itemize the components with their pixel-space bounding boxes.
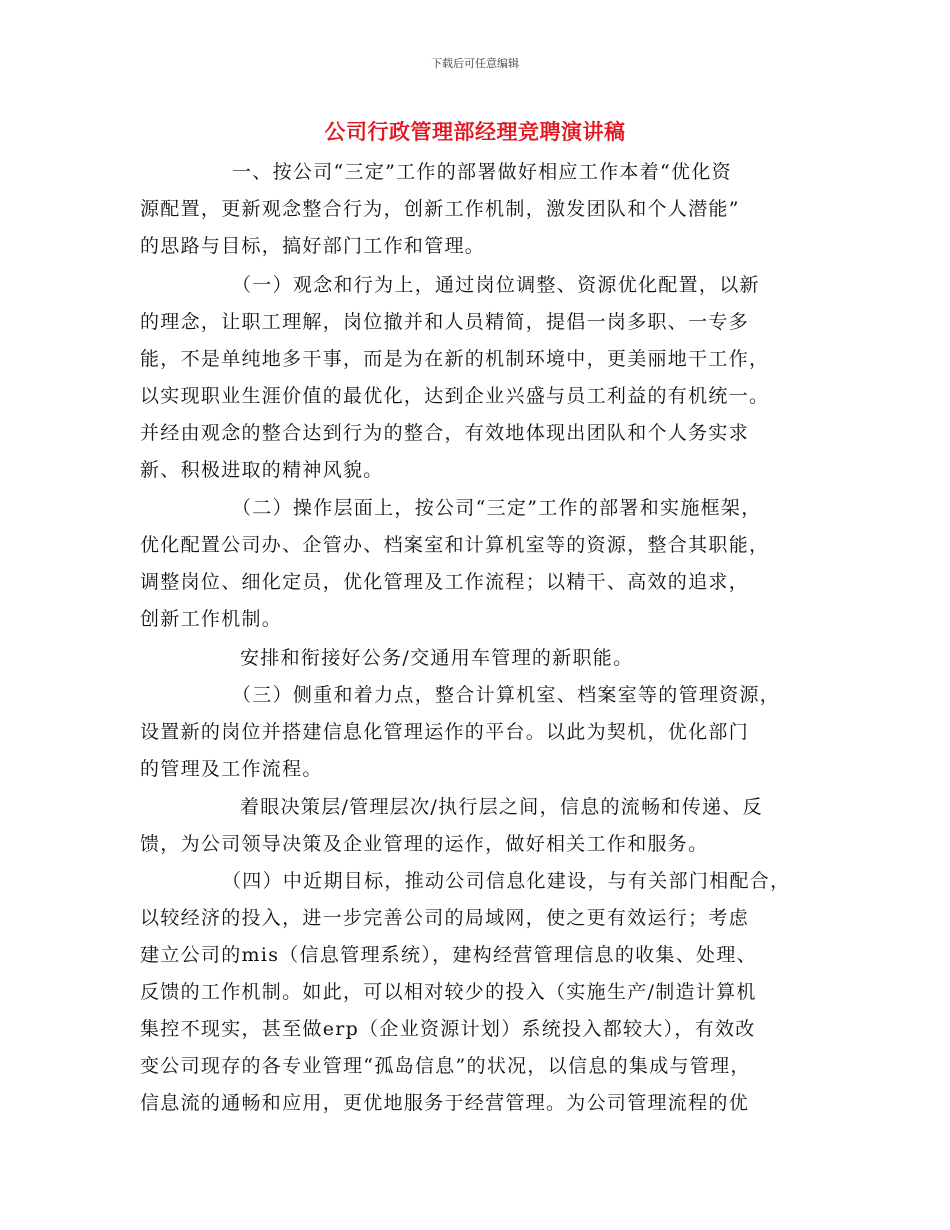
body-line: 集控不现实，甚至做erp（企业资源计划）系统投入都较大），有效改: [140, 1018, 756, 1040]
body-line: 新、积极进取的精神风貌。: [140, 459, 384, 481]
body-line: （三）侧重和着力点，整合计算机室、档案室等的管理资源，: [232, 684, 781, 706]
body-line: 设置新的岗位并搭建信息化管理运作的平台。以此为契机，优化部门: [140, 721, 750, 743]
body-line: 安排和衔接好公务/交通用车管理的新职能。: [240, 647, 634, 669]
body-line: 能，不是单纯地多干事，而是为在新的机制环境中，更美丽地干工作，: [140, 348, 770, 370]
body-line: 变公司现存的各专业管理“孤岛信息”的状况，以信息的集成与管理，: [140, 1055, 751, 1077]
document-title: 公司行政管理部经理竞聘演讲稿: [324, 120, 626, 144]
body-line: 一、按公司“三定”工作的部署做好相应工作本着“优化资: [232, 161, 732, 183]
body-line: 优化配置公司办、企管办、档案室和计算机室等的资源，整合其职能，: [140, 534, 770, 556]
body-line: （一）观念和行为上，通过岗位调整、资源优化配置，以新: [232, 274, 760, 296]
body-line: 着眼决策层/管理层次/执行层之间，信息的流畅和传递、反: [240, 796, 763, 818]
body-line: 馈，为公司领导决策及企业管理的运作，做好相关工作和服务。: [140, 833, 709, 855]
body-line: 的管理及工作流程。: [140, 758, 323, 780]
body-line: （二）操作层面上，按公司“三定”工作的部署和实施框架，: [232, 497, 762, 519]
body-line: 的思路与目标，搞好部门工作和管理。: [140, 235, 486, 257]
body-line: 并经由观念的整合达到行为的整合，有效地体现出团队和个人务实求: [140, 422, 750, 444]
body-line: （四）中近期目标，推动公司信息化建设，与有关部门相配合，: [222, 870, 791, 892]
page-header: 下载后可任意编辑: [431, 57, 519, 70]
body-line: 信息流的通畅和应用，更优地服务于经营管理。为公司管理流程的优: [140, 1092, 750, 1114]
body-line: 建立公司的mis（信息管理系统），建构经营管理信息的收集、处理、: [140, 944, 757, 966]
body-line: 调整岗位、细化定员，优化管理及工作流程；以精干、高效的追求，: [140, 571, 750, 593]
body-line: 创新工作机制。: [140, 608, 283, 630]
body-line: 的理念，让职工理解，岗位撤并和人员精简，提倡一岗多职、一专多: [140, 311, 750, 333]
body-line: 以实现职业生涯价值的最优化，达到企业兴盛与员工利益的有机统一。: [140, 385, 770, 407]
body-line: 以较经济的投入，进一步完善公司的局域网，使之更有效运行；考虑: [140, 907, 750, 929]
body-line: 反馈的工作机制。如此，可以相对较少的投入（实施生产/制造计算机: [140, 981, 757, 1003]
body-line: 源配置，更新观念整合行为，创新工作机制，激发团队和个人潜能”: [140, 198, 740, 220]
